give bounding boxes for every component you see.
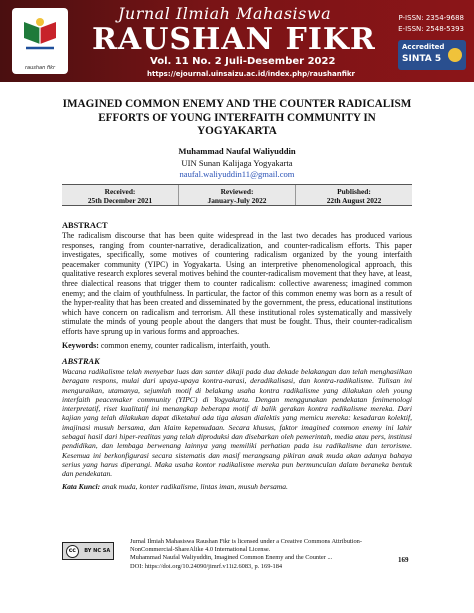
author-email[interactable]: naufal.waliyuddin11@gmail.com [179, 169, 295, 179]
article-dates-table [62, 184, 412, 206]
kata-kunci-label: Kata Kunci: [62, 482, 101, 491]
journal-header-banner [0, 0, 474, 82]
cc-license-badge[interactable] [62, 542, 114, 560]
footer-info [130, 538, 390, 571]
page-number: 169 [398, 556, 409, 564]
reviewed-label: Reviewed: [220, 187, 254, 196]
p-issn: P-ISSN: 2354-9688 [398, 14, 464, 22]
license-line: Jurnal Ilmiah Mahasiswa Raushan Fikr is licensed under a Creative Commons Attribution- [130, 538, 362, 545]
sinta-accreditation-badge [398, 40, 466, 70]
journal-volume: Vol. 11 No. 2 Juli-Desember 2022 [150, 56, 336, 67]
keywords-value: common enemy, counter radicalism, interfaith, youth. [100, 341, 271, 350]
abstrak-heading: ABSTRAK [62, 357, 100, 366]
doi-line[interactable]: DOI: https://doi.org/10.24090/jimrf.v11i2.6083, p. 169-184 [130, 562, 283, 570]
reviewed-value: January-July 2022 [207, 196, 267, 205]
sinta-level: SINTA 5 [402, 54, 442, 64]
abstract-heading: ABSTRACT [62, 221, 108, 230]
cc-label: BY NC SA [84, 548, 111, 554]
book-logo-icon [18, 14, 62, 58]
journal-name: RAUSHAN FIKR [92, 22, 376, 57]
journal-script-title: Jurnal Ilmiah Mahasiswa [118, 4, 332, 23]
received-cell [62, 185, 179, 205]
abstrak-body: Wacana radikalisme telah menyebar luas dan santer dikaji pada dua dekade belakangan dan telah menghasilkan beragam respons, mulai dari upaya-upaya kontra-narasi, deradikalisasi, dan kontra-radikalisme. Tulisan ini menguraikan, utamanya, sejumlah motif di belakang usaha kontra radikalisme yang dilakukan oleh young interfaith peacemaker community (YIPC) di Yogyakarta. Dengan menggunakan pendekatan fenimenologi interpretatif, riset kualitatif ini menangkap beberapa motif di balik gerakan kontra radikalisme mereka. Dari kajian yang telah dilakukan dapat diketahui ada tiga alasan dialektis yang memicu mereka: kesadaran kolektif, imajinasi musuh bersama, dan klaim kepemudaan. Secara khusus, faktor imagined common enemy ini lahir sebagai hasil dari hiper-realitas yang telah diproduksi dan disebarkan oleh pemerintah, media atau pers, institusi pendidikan, dan lembaga berwenang lainnya yang memiliki perhatian pada isu radikalisme dan terorisme. Kesemua ini berkonfigurasi secara sistematis dan masif merangsang pikiran anak muda akan adanya bahaya serius yang harus diperangi. Maka usaha kontor radikalisme mereka pun bermunculan dalam beraneka bentuk dan pendekatan. [62, 367, 412, 479]
kata-kunci [62, 482, 412, 491]
received-label: Received: [104, 187, 136, 196]
title-line: EFFORTS OF YOUNG INTERFAITH COMMUNITY IN [98, 111, 376, 124]
title-line: IMAGINED COMMON ENEMY AND THE COUNTER RADICALISM [62, 98, 412, 110]
e-issn: E-ISSN: 2548-5393 [398, 25, 464, 33]
abstract-body: The radicalism discourse that has been quite widespread in the last two decades has produced various responses, ranging from counter-narrative, deradicalization, and counter-radicalism efforts. This paper investigates, specifically, some motives of countering radicalism organized by the young interfaith peacemaker community (YIPC) in Yogyakarta. Using an interpretive phenomenological approach, this qualitative research explores several motives behind the counter-radicalism movement that they have, at least, three dialectical reasons that trigger them to counter radicalism: collective awareness; imagined common enemy; and the claim of youthfulness. In particular, the factor of this common enemy was born as a result of the hyper-reality that has been created and disseminated by the government, the press, educational institutions which have concern on radicalism and terrorism. All these institutional roles systematically and massively stimulate the minds of young people about the dangers that must be fought. Thus, their counter-radicalism efforts have sprung up in various forms and approaches. [62, 231, 412, 336]
received-value: 25th December 2021 [87, 196, 153, 205]
keywords [62, 341, 412, 350]
cc-icon: cc [66, 545, 79, 558]
published-label: Published: [337, 187, 371, 196]
author-affiliation: UIN Sunan Kalijaga Yogyakarta [181, 158, 293, 168]
keywords-label: Keywords: [62, 341, 99, 350]
kata-kunci-value: anak muda, konter radikalisme, lintas iman, musuh bersama. [102, 482, 288, 491]
title-line: YOGYAKARTA [197, 125, 277, 137]
author-name: Muhammad Naufal Waliyuddin [178, 146, 296, 156]
published-value: 22th August 2022 [326, 196, 382, 205]
citation-line: Muhammad Naufal Waliyuddin, Imagined Common Enemy and the Counter ... [130, 554, 333, 562]
published-cell [296, 185, 412, 205]
license-line: NonCommercial-ShareAlike 4.0 International License. [130, 546, 271, 554]
article-title [60, 98, 414, 139]
reviewed-cell [179, 185, 296, 205]
accreditation-label: Accredited [402, 43, 445, 51]
sinta-star-icon [448, 48, 462, 62]
logo-text: raushan fikr [24, 65, 56, 71]
journal-url[interactable]: https://ejournal.uinsaizu.ac.id/index.php/raushanfikr [147, 70, 355, 78]
journal-logo [12, 8, 68, 74]
